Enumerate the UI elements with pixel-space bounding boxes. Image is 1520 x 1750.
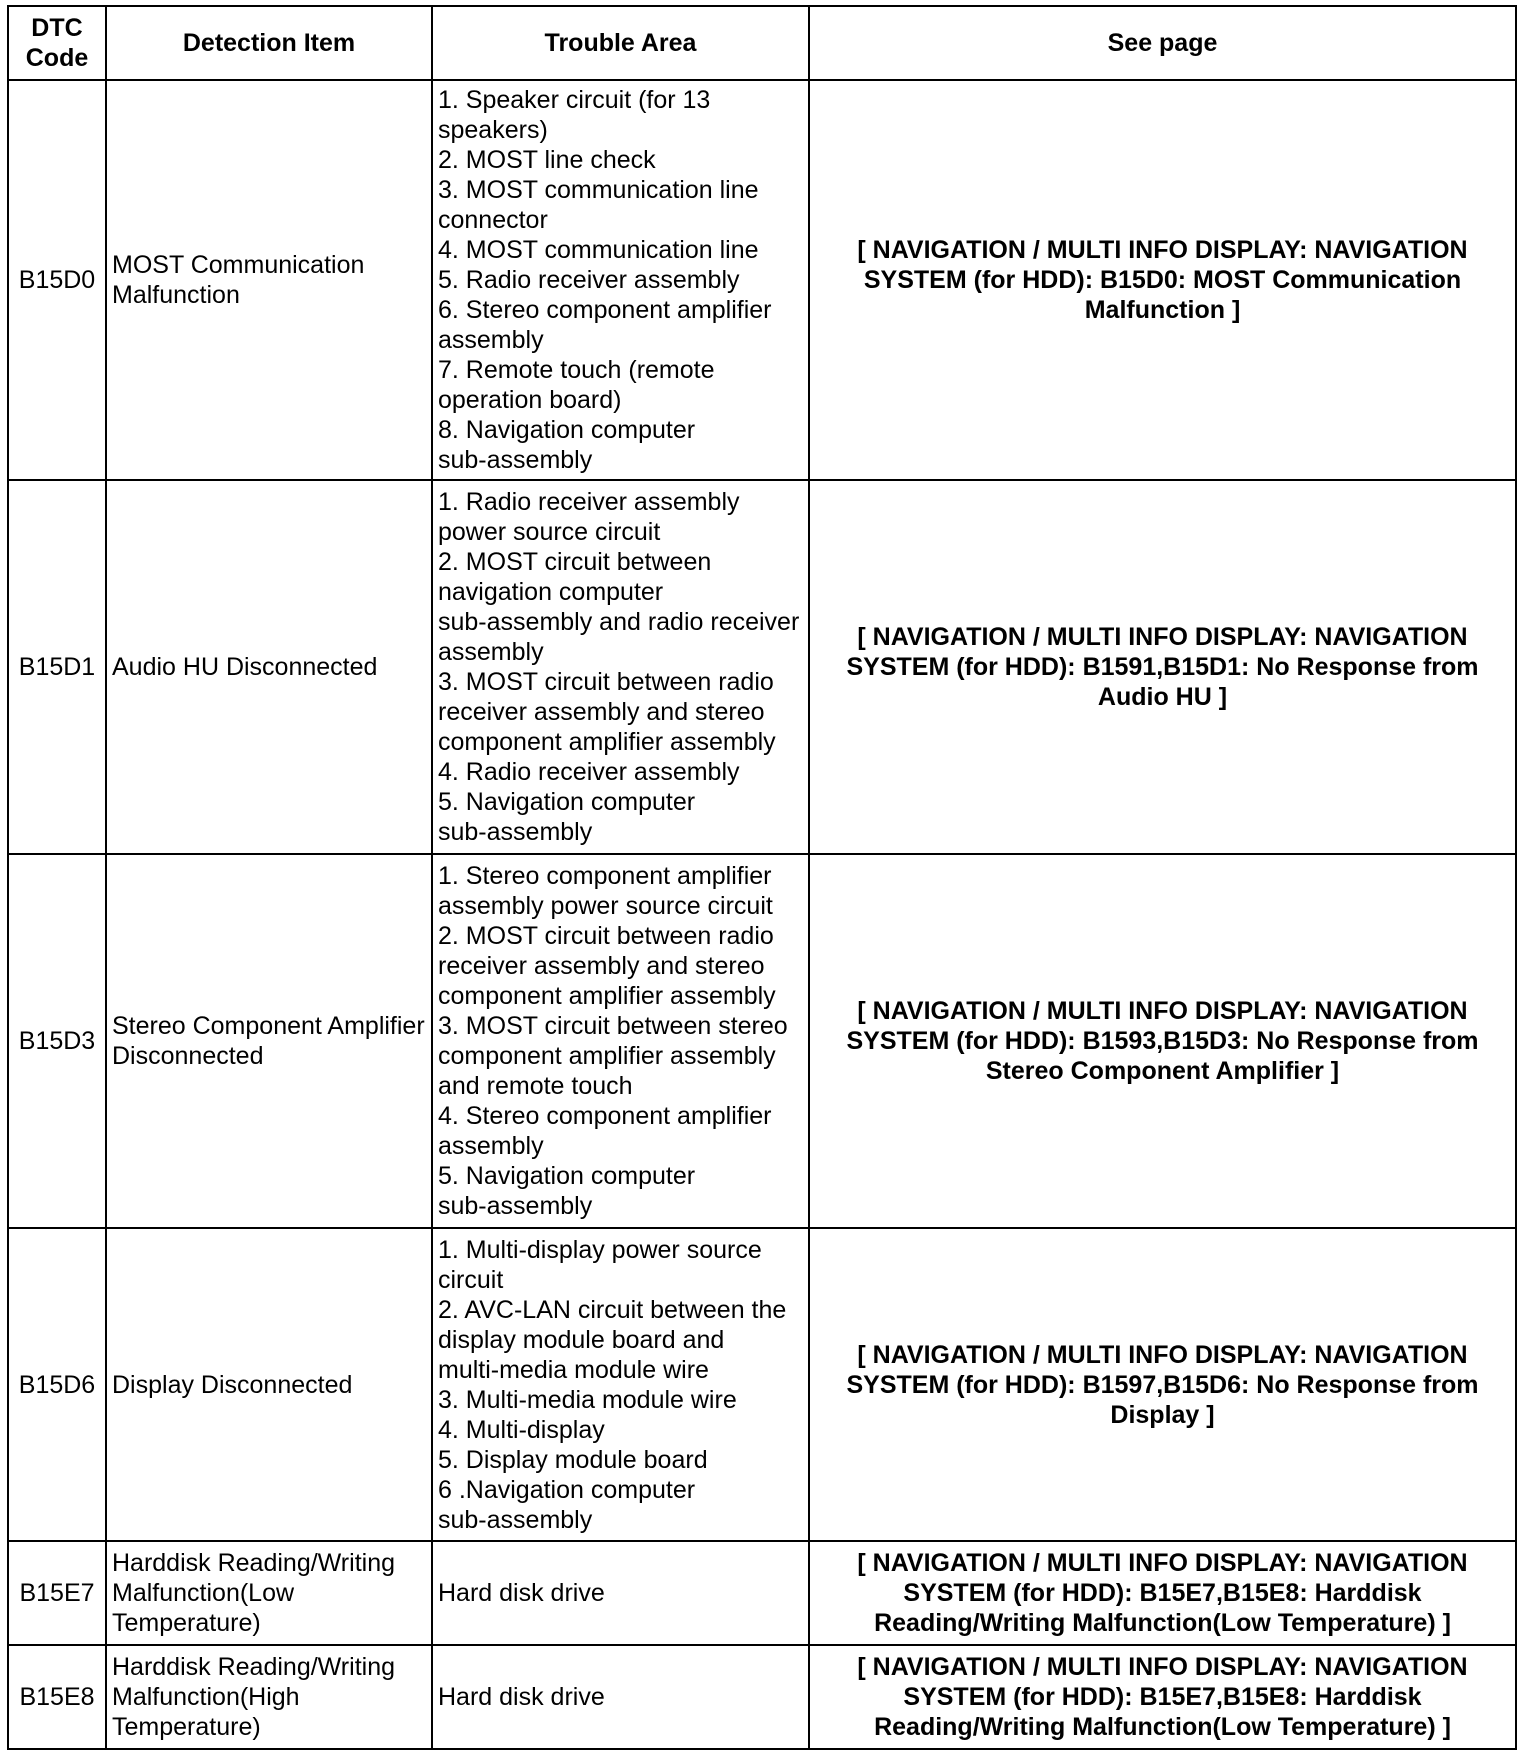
table-row [8, 854, 1516, 1228]
detection-item-cell: Audio HU Disconnected [106, 480, 432, 854]
trouble-area-line: navigation computer [438, 578, 664, 606]
trouble-area-line: speakers) [438, 116, 548, 144]
trouble-area-line: 1. Multi-display power source [438, 1235, 762, 1264]
dtc-code-cell: B15D3 [8, 854, 106, 1228]
trouble-area-line: 1. Stereo component amplifier [438, 862, 772, 890]
dtc-code-cell: B15D0 [8, 80, 106, 480]
see-page-cell: [ NAVIGATION / MULTI INFO DISPLAY: NAVIGATION SYSTEM (for HDD): B15E7,B15E8: Harddisk Reading/Writing Malfunction(Low Temperature) ] [809, 1645, 1516, 1749]
dtc-table [7, 5, 1517, 1750]
trouble-area-line: and remote touch [438, 1072, 633, 1100]
trouble-area-line: connector [438, 206, 548, 234]
trouble-area-line: 2. AVC-LAN circuit between the [438, 1295, 787, 1324]
trouble-area-line: receiver assembly and stereo [438, 952, 765, 980]
see-page-cell: [ NAVIGATION / MULTI INFO DISPLAY: NAVIGATION SYSTEM (for HDD): B1593,B15D3: No Response from Stereo Component Amplifier ] [809, 854, 1516, 1228]
table-row [8, 480, 1516, 854]
trouble-area-cell [432, 854, 809, 1228]
trouble-area-line: 3. MOST communication line [438, 176, 759, 204]
table-row [8, 80, 1516, 480]
detection-item-cell: Harddisk Reading/Writing Malfunction(High Temperature) [106, 1645, 432, 1749]
see-page-cell: [ NAVIGATION / MULTI INFO DISPLAY: NAVIGATION SYSTEM (for HDD): B1591,B15D1: No Response from Audio HU ] [809, 480, 1516, 854]
dtc-code-cell: B15E7 [8, 1541, 106, 1645]
dtc-code-cell: B15D6 [8, 1228, 106, 1541]
trouble-area-line: sub-assembly [438, 1505, 593, 1534]
trouble-area-line: 4. MOST communication line [438, 236, 759, 264]
trouble-area-line: 6 .Navigation computer [438, 1475, 696, 1504]
trouble-area-line: multi-media module wire [438, 1355, 709, 1384]
trouble-area-line: 4. Multi-display [438, 1415, 605, 1444]
trouble-area-line: assembly [438, 638, 544, 666]
trouble-area-line: sub-assembly [438, 446, 593, 474]
table-row [8, 1228, 1516, 1541]
see-page-cell: [ NAVIGATION / MULTI INFO DISPLAY: NAVIGATION SYSTEM (for HDD): B1597,B15D6: No Response from Display ] [809, 1228, 1516, 1541]
see-page-cell: [ NAVIGATION / MULTI INFO DISPLAY: NAVIGATION SYSTEM (for HDD): B15E7,B15E8: Harddisk Reading/Writing Malfunction(Low Temperature) ] [809, 1541, 1516, 1645]
trouble-area-line: Hard disk drive [438, 1683, 605, 1711]
trouble-area-line: component amplifier assembly [438, 728, 776, 756]
trouble-area-line: 4. Stereo component amplifier [438, 1102, 772, 1130]
trouble-area-cell [432, 1645, 809, 1749]
trouble-area-line: display module board and [438, 1325, 725, 1354]
detection-item-cell: MOST Communication Malfunction [106, 80, 432, 480]
trouble-area-line: 5. Radio receiver assembly [438, 266, 740, 294]
detection-item-cell: Display Disconnected [106, 1228, 432, 1541]
dtc-code-cell: B15E8 [8, 1645, 106, 1749]
table-row [8, 1541, 1516, 1645]
trouble-area-line: sub-assembly and radio receiver [438, 608, 800, 636]
trouble-area-line: 3. MOST circuit between stereo [438, 1012, 788, 1040]
trouble-area-line: receiver assembly and stereo [438, 698, 765, 726]
header-trouble-area: Trouble Area [432, 6, 809, 80]
trouble-area-line: 6. Stereo component amplifier [438, 296, 772, 324]
trouble-area-line: operation board) [438, 386, 622, 414]
trouble-area-line: 2. MOST line check [438, 146, 656, 174]
trouble-area-line: Hard disk drive [438, 1579, 605, 1607]
trouble-area-line: 4. Radio receiver assembly [438, 758, 740, 786]
trouble-area-line: 5. Navigation computer [438, 1162, 696, 1190]
table-row [8, 1645, 1516, 1749]
detection-item-cell: Stereo Component Amplifier Disconnected [106, 854, 432, 1228]
trouble-area-line: 3. Multi-media module wire [438, 1385, 737, 1414]
trouble-area-line: sub-assembly [438, 818, 593, 846]
trouble-area-line: 2. MOST circuit between radio [438, 922, 774, 950]
trouble-area-line: component amplifier assembly [438, 1042, 776, 1070]
trouble-area-line: power source circuit [438, 518, 661, 546]
detection-item-cell: Harddisk Reading/Writing Malfunction(Low Temperature) [106, 1541, 432, 1645]
trouble-area-line: assembly [438, 326, 544, 354]
trouble-area-line: circuit [438, 1265, 504, 1294]
trouble-area-line: assembly [438, 1132, 544, 1160]
trouble-area-line: component amplifier assembly [438, 982, 776, 1010]
header-see-page: See page [809, 6, 1516, 80]
trouble-area-cell [432, 80, 809, 480]
header-detection-item: Detection Item [106, 6, 432, 80]
trouble-area-line: 2. MOST circuit between [438, 548, 712, 576]
header-row [8, 6, 1516, 80]
trouble-area-line: 8. Navigation computer [438, 416, 696, 444]
trouble-area-cell [432, 1228, 809, 1541]
trouble-area-line: 5. Navigation computer [438, 788, 696, 816]
see-page-cell: [ NAVIGATION / MULTI INFO DISPLAY: NAVIGATION SYSTEM (for HDD): B15D0: MOST Communication Malfunction ] [809, 80, 1516, 480]
trouble-area-cell [432, 480, 809, 854]
header-dtc-code: DTC Code [8, 6, 106, 80]
trouble-area-line: 3. MOST circuit between radio [438, 668, 774, 696]
trouble-area-line: 7. Remote touch (remote [438, 356, 715, 384]
trouble-area-line: 5. Display module board [438, 1445, 708, 1474]
trouble-area-line: 1. Radio receiver assembly [438, 488, 740, 516]
trouble-area-cell [432, 1541, 809, 1645]
trouble-area-line: assembly power source circuit [438, 892, 773, 920]
trouble-area-line: sub-assembly [438, 1192, 593, 1220]
dtc-code-cell: B15D1 [8, 480, 106, 854]
trouble-area-line: 1. Speaker circuit (for 13 [438, 86, 711, 114]
